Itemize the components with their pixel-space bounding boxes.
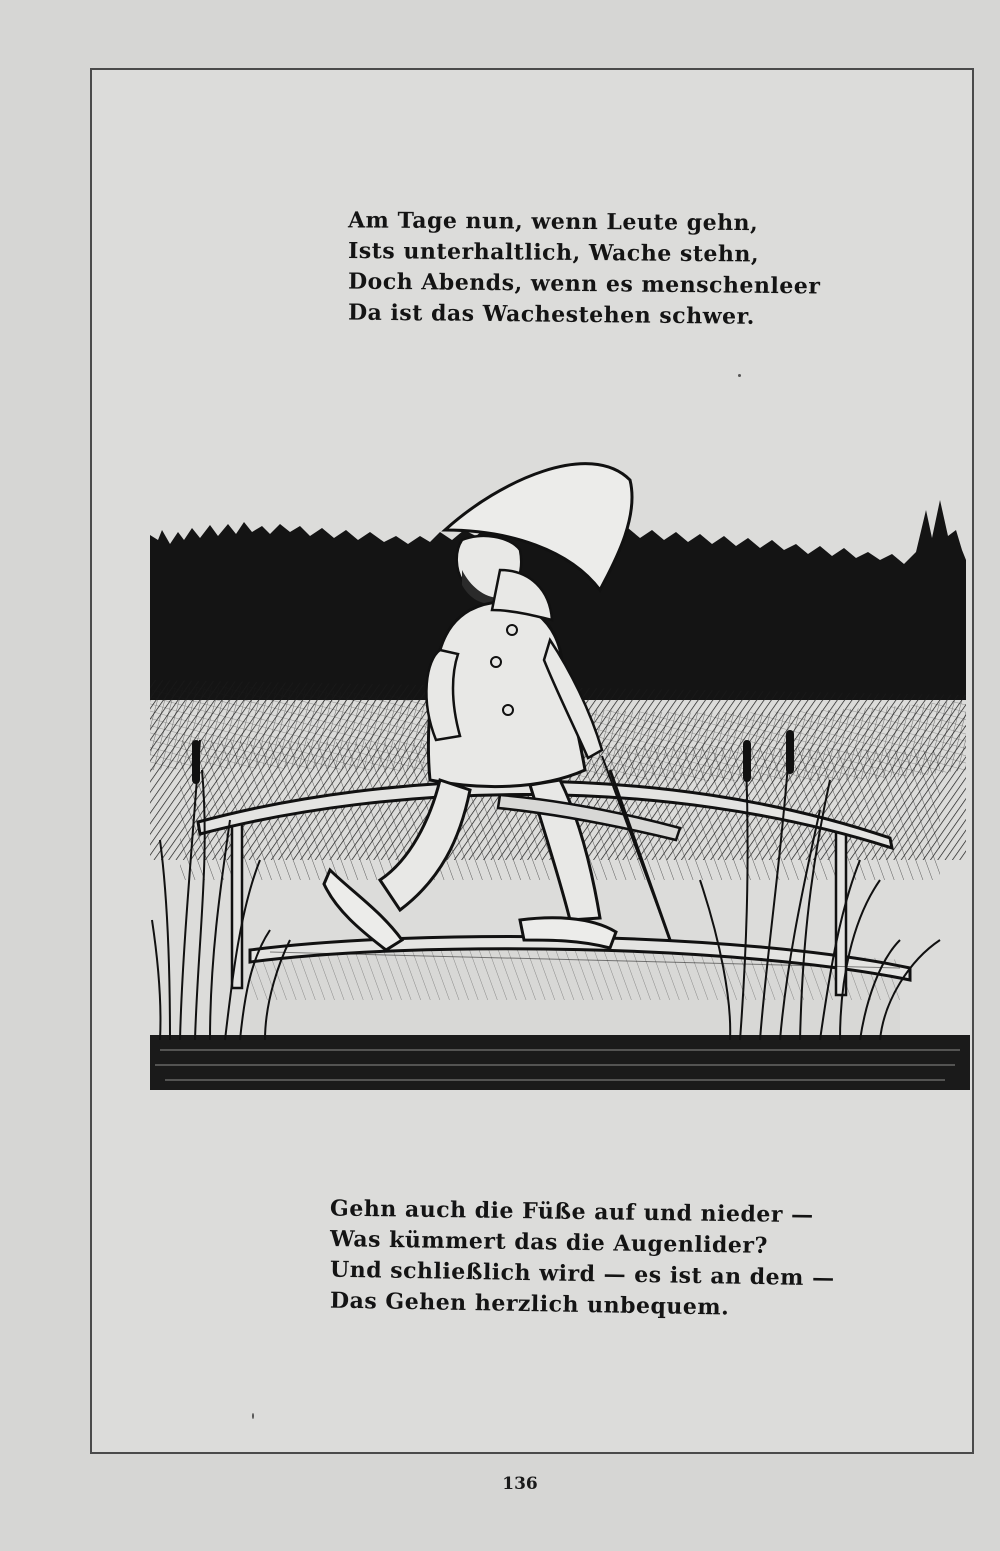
verse-line: Das Gehen herzlich unbequem. bbox=[329, 1287, 730, 1321]
stanza-top bbox=[348, 207, 820, 331]
verse-line: Ists unterhaltlich, Wache stehn, bbox=[347, 237, 760, 268]
paper-speck bbox=[252, 1413, 254, 1419]
verse-line: Und schließlich wird — es ist an dem — bbox=[329, 1256, 835, 1292]
verse-line: Am Tage nun, wenn Leute gehn, bbox=[347, 207, 759, 237]
verse-line: Da ist das Wachestehen schwer. bbox=[347, 299, 755, 330]
illustration-guard-on-bridge bbox=[140, 440, 980, 1100]
verse-line: Gehn auch die Füße auf und nieder — bbox=[329, 1195, 814, 1229]
stream-water bbox=[150, 1035, 970, 1090]
stanza-bottom bbox=[330, 1197, 835, 1321]
page-number: 136 bbox=[502, 1474, 538, 1494]
paper-speck bbox=[738, 374, 741, 377]
verse-line: Was kümmert das die Augenlider? bbox=[329, 1226, 769, 1259]
verse-line: Doch Abends, wenn es menschenleer bbox=[347, 268, 821, 300]
